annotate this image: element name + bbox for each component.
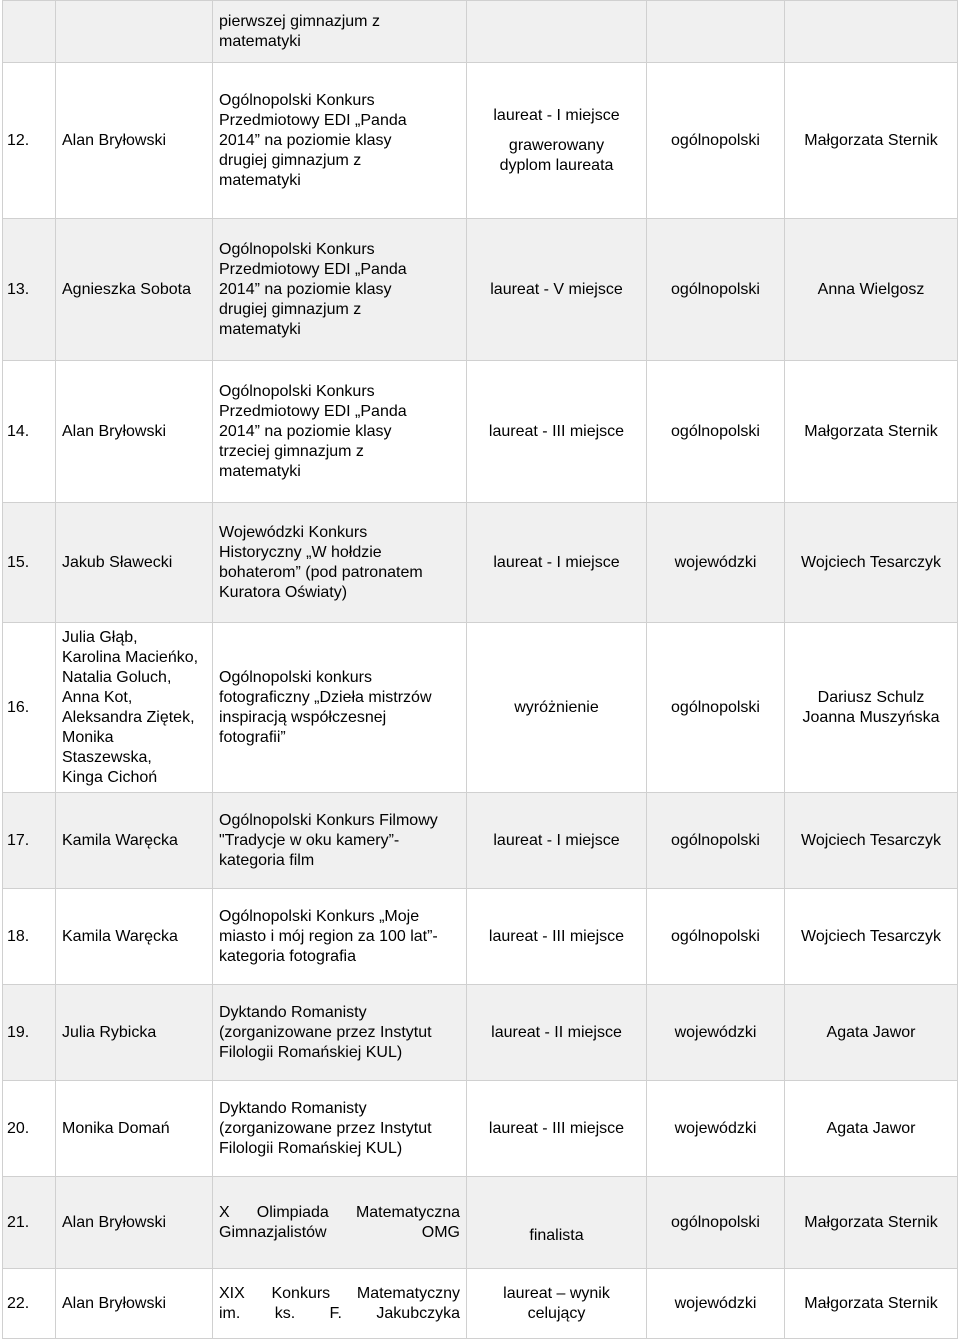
competition-line: "Tradycje w oku kamery”- [219, 831, 400, 849]
table-row [3, 1081, 958, 1177]
competition-cell [213, 889, 467, 985]
competition-cell [213, 1177, 467, 1269]
student-name: Natalia Goluch, [62, 668, 172, 686]
table-row [3, 63, 958, 219]
competition-line: Dyktando Romanisty [219, 1099, 367, 1117]
teacher-name: Małgorzata Sternik [804, 1294, 938, 1312]
student-name: Karolina Macieńko, [62, 648, 199, 666]
teacher-name: Wojciech Tesarczyk [801, 927, 941, 945]
competition-line: im. ks. F. Jakubczyka [219, 1304, 460, 1322]
level-cell: ogólnopolski [647, 793, 785, 889]
level-cell: ogólnopolski [647, 63, 785, 219]
result-line: laureat - V miejsce [490, 280, 623, 298]
teacher-cell [785, 1177, 958, 1269]
competition-line: kategoria fotografia [219, 947, 356, 965]
number-cell: 16. [3, 623, 56, 793]
result-line: laureat - II miejsce [491, 1023, 622, 1041]
result-cell [467, 889, 647, 985]
result-line: laureat - I miejsce [493, 831, 620, 849]
student-name: Aleksandra Ziętek, [62, 708, 195, 726]
table-row [3, 1177, 958, 1269]
result-cell [467, 985, 647, 1081]
table-row [3, 219, 958, 361]
table-row [3, 503, 958, 623]
competition-line: Ogólnopolski Konkurs Filmowy [219, 811, 438, 829]
result-line: laureat - III miejsce [488, 1119, 625, 1137]
competition-line: X Olimpiada Matematyczna [219, 1203, 460, 1221]
competition-line: trzeciej gimnazjum z [219, 442, 364, 460]
student-name: Anna Kot, [62, 688, 133, 706]
table-row [3, 1269, 958, 1339]
student-name: Staszewska, [62, 748, 152, 766]
student-cell [56, 219, 213, 361]
result-line: laureat – wynik [503, 1284, 610, 1302]
number-cell: 14. [3, 361, 56, 503]
teacher-cell [785, 1269, 958, 1339]
competition-line: Historyczny „W hołdzie [219, 543, 382, 561]
competition-line: miasto i mój region za 100 lat”- [219, 927, 438, 945]
student-name: Kinga Cichoń [62, 768, 158, 786]
level-cell [647, 1, 785, 63]
result-cell [467, 63, 647, 219]
student-name: Julia Rybicka [62, 1023, 157, 1041]
student-cell [56, 1177, 213, 1269]
competition-cell [213, 361, 467, 503]
competition-line: Ogólnopolski konkurs [219, 668, 372, 686]
number-cell: 19. [3, 985, 56, 1081]
student-name: Monika Domań [62, 1119, 170, 1137]
result-extra-line: dyplom laureata [499, 156, 614, 174]
competition-line: pierwszej gimnazjum z [219, 12, 380, 30]
teacher-cell [785, 793, 958, 889]
competition-cell [213, 623, 467, 793]
number-cell: 20. [3, 1081, 56, 1177]
number-cell: 15. [3, 503, 56, 623]
competition-line: matematyki [219, 320, 301, 338]
number-cell: 13. [3, 219, 56, 361]
student-name: Kamila Waręcka [62, 831, 178, 849]
teacher-cell [785, 1, 958, 63]
teacher-cell [785, 1081, 958, 1177]
number-cell: 21. [3, 1177, 56, 1269]
competition-line: drugiej gimnazjum z [219, 151, 362, 169]
student-cell [56, 1, 213, 63]
teacher-name: Małgorzata Sternik [804, 422, 938, 440]
table-row-continuation [3, 1, 958, 63]
result-line: laureat - I miejsce [493, 106, 620, 124]
competition-cell [213, 219, 467, 361]
student-cell [56, 1269, 213, 1339]
result-extra-line: grawerowany [508, 136, 605, 154]
teacher-cell [785, 889, 958, 985]
student-cell [56, 793, 213, 889]
result-line: finalista [529, 1226, 584, 1244]
competition-line: Przedmiotowy EDI „Panda [219, 111, 407, 129]
competition-line: Przedmiotowy EDI „Panda [219, 260, 407, 278]
student-name: Alan Bryłowski [62, 1294, 167, 1312]
competition-line: XIX Konkurs Matematyczny [219, 1284, 460, 1302]
competition-cell [213, 1269, 467, 1339]
result-cell [467, 793, 647, 889]
competition-line: Filologii Romańskiej KUL) [219, 1043, 403, 1061]
competition-line: matematyki [219, 171, 301, 189]
teacher-cell [785, 503, 958, 623]
teacher-cell [785, 361, 958, 503]
competition-line: 2014” na poziomie klasy [219, 131, 392, 149]
competition-line: fotografii” [219, 728, 286, 746]
competition-line: matematyki [219, 32, 301, 50]
table-row [3, 623, 958, 793]
teacher-cell [785, 219, 958, 361]
result-line: celujący [527, 1304, 586, 1322]
table-row [3, 793, 958, 889]
competition-line: (zorganizowane przez Instytut [219, 1023, 432, 1041]
student-cell [56, 63, 213, 219]
competition-line: Kuratora Oświaty) [219, 583, 348, 601]
competition-line: Ogólnopolski Konkurs [219, 91, 375, 109]
competition-cell [213, 793, 467, 889]
number-cell: 18. [3, 889, 56, 985]
number-cell: 22. [3, 1269, 56, 1339]
student-cell [56, 361, 213, 503]
result-cell [467, 623, 647, 793]
competition-line: matematyki [219, 462, 301, 480]
student-cell [56, 985, 213, 1081]
number-cell: 17. [3, 793, 56, 889]
teacher-cell [785, 623, 958, 793]
teacher-cell [785, 985, 958, 1081]
competition-line: bohaterom” (pod patronatem [219, 563, 423, 581]
competition-line: Wojewódzki Konkurs [219, 523, 368, 541]
competition-line: Gimnazjalistów OMG [219, 1223, 460, 1241]
table-row [3, 985, 958, 1081]
result-line: laureat - III miejsce [488, 422, 625, 440]
level-cell: wojewódzki [647, 1269, 785, 1339]
result-line: wyróżnienie [514, 698, 599, 716]
teacher-cell [785, 63, 958, 219]
table-row [3, 361, 958, 503]
student-cell [56, 623, 213, 793]
teacher-name: Joanna Muszyńska [802, 708, 940, 726]
competition-line: Dyktando Romanisty [219, 1003, 367, 1021]
level-cell: ogólnopolski [647, 361, 785, 503]
teacher-name: Dariusz Schulz [817, 688, 925, 706]
competition-line: kategoria film [219, 851, 315, 869]
competition-line: inspiracją współczesnej [219, 708, 387, 726]
table-row [3, 889, 958, 985]
level-cell: ogólnopolski [647, 623, 785, 793]
student-cell [56, 889, 213, 985]
teacher-name: Małgorzata Sternik [804, 131, 938, 149]
competition-cell [213, 985, 467, 1081]
student-name: Alan Bryłowski [62, 1213, 167, 1231]
student-cell [56, 1081, 213, 1177]
result-cell [467, 503, 647, 623]
level-cell: ogólnopolski [647, 1177, 785, 1269]
competition-line: Filologii Romańskiej KUL) [219, 1139, 403, 1157]
competition-line: 2014” na poziomie klasy [219, 280, 392, 298]
student-cell [56, 503, 213, 623]
teacher-name: Wojciech Tesarczyk [801, 553, 941, 571]
student-name: Alan Bryłowski [62, 422, 167, 440]
competition-line: Ogólnopolski Konkurs „Moje [219, 907, 420, 925]
result-cell [467, 1177, 647, 1269]
student-name: Alan Bryłowski [62, 131, 167, 149]
result-cell [467, 1081, 647, 1177]
student-name: Kamila Waręcka [62, 927, 178, 945]
level-cell: wojewódzki [647, 503, 785, 623]
competition-cell [213, 1, 467, 63]
number-cell [3, 1, 56, 63]
level-cell: wojewódzki [647, 1081, 785, 1177]
level-cell: wojewódzki [647, 985, 785, 1081]
student-name: Julia Głąb, [62, 628, 138, 646]
result-line: laureat - I miejsce [493, 553, 620, 571]
competition-line: (zorganizowane przez Instytut [219, 1119, 432, 1137]
teacher-name: Anna Wielgosz [817, 280, 925, 298]
number-cell: 12. [3, 63, 56, 219]
competition-line: fotograficzny „Dzieła mistrzów [219, 688, 432, 706]
student-name: Agnieszka Sobota [62, 280, 191, 298]
result-cell [467, 1, 647, 63]
teacher-name: Wojciech Tesarczyk [801, 831, 941, 849]
competition-line: drugiej gimnazjum z [219, 300, 362, 318]
student-name: Jakub Sławecki [62, 553, 173, 571]
competition-line: Ogólnopolski Konkurs [219, 382, 375, 400]
competition-line: Ogólnopolski Konkurs [219, 240, 375, 258]
result-cell [467, 1269, 647, 1339]
student-name: Monika [62, 728, 114, 746]
result-cell [467, 361, 647, 503]
spacer [473, 126, 640, 136]
level-cell: ogólnopolski [647, 889, 785, 985]
awards-table [2, 0, 958, 1339]
competition-line: 2014” na poziomie klasy [219, 422, 392, 440]
teacher-name: Agata Jawor [826, 1023, 916, 1041]
competition-line: Przedmiotowy EDI „Panda [219, 402, 407, 420]
competition-cell [213, 63, 467, 219]
teacher-name: Agata Jawor [826, 1119, 916, 1137]
result-line: laureat - III miejsce [488, 927, 625, 945]
level-cell: ogólnopolski [647, 219, 785, 361]
competition-cell [213, 503, 467, 623]
teacher-name: Małgorzata Sternik [804, 1213, 938, 1231]
result-cell [467, 219, 647, 361]
competition-cell [213, 1081, 467, 1177]
